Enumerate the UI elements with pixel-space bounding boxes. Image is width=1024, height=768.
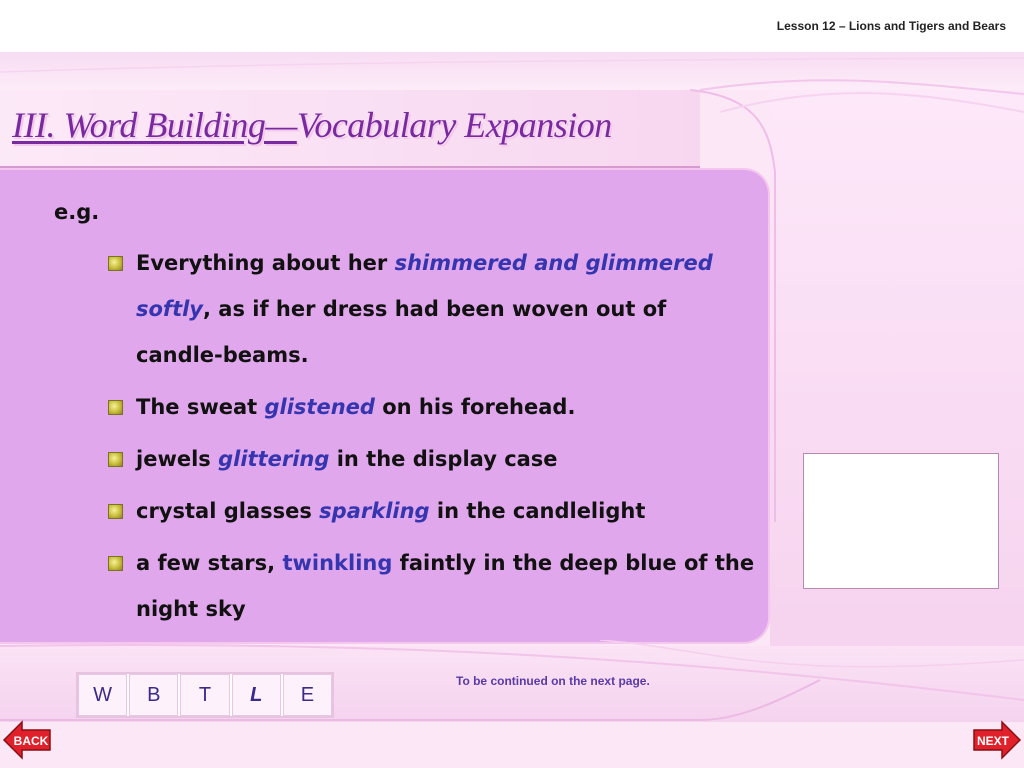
back-label: BACK: [13, 734, 49, 748]
nav-w-button[interactable]: W: [78, 674, 129, 716]
bullet-text: faintly in the deep blue of the night sky: [136, 551, 755, 621]
bullet-text: Everything about her: [136, 251, 395, 275]
continued-note: To be continued on the next page.: [456, 674, 650, 688]
nav-bar: [76, 672, 334, 718]
back-arrow-icon: [2, 718, 52, 762]
next-label: NEXT: [976, 734, 1010, 748]
bullet-emphasis: sparkling: [319, 499, 430, 523]
nav-l-button[interactable]: L: [232, 674, 283, 716]
nav-e-button[interactable]: E: [283, 674, 332, 716]
title-part1: III. Word Building—: [12, 105, 297, 145]
list-item: [106, 436, 756, 482]
bullet-emphasis: glittering: [218, 447, 330, 471]
bullet-icon: [108, 452, 123, 467]
back-button[interactable]: [2, 718, 52, 762]
bullet-emphasis: twinkling: [282, 551, 393, 575]
bullet-text: crystal glasses: [136, 499, 320, 523]
bullet-text: in the display case: [329, 447, 558, 471]
lesson-title: Lesson 12 – Lions and Tigers and Bears: [776, 19, 1006, 33]
header-bar: [0, 0, 1024, 52]
bullet-emphasis: shimmered and glimmered softly: [136, 251, 713, 321]
bullet-icon: [108, 256, 123, 271]
bullet-text: on his forehead.: [374, 395, 576, 419]
bullet-icon: [108, 556, 123, 571]
nav-b-button[interactable]: B: [129, 674, 180, 716]
bullet-text: , as if her dress had been woven out of candle-beams.: [136, 297, 667, 367]
bullet-icon: [108, 504, 123, 519]
nav-t-button[interactable]: T: [180, 674, 231, 716]
list-item: [106, 384, 756, 430]
image-placeholder: [803, 453, 999, 589]
list-item: [106, 240, 756, 378]
bullet-text: jewels: [136, 447, 219, 471]
title-part2: Vocabulary Expansion: [296, 105, 612, 145]
list-item: [106, 540, 756, 632]
page-title: [12, 104, 612, 146]
bullet-text: a few stars,: [136, 551, 283, 575]
next-arrow-icon: [972, 718, 1022, 762]
decor-band: [0, 52, 1024, 90]
eg-label: e.g.: [54, 200, 100, 224]
next-button[interactable]: [972, 718, 1022, 762]
bullet-icon: [108, 400, 123, 415]
bullet-text: in the candlelight: [429, 499, 646, 523]
bullet-list: [106, 240, 756, 638]
bullet-emphasis: glistened: [264, 395, 375, 419]
bullet-text: The sweat: [136, 395, 265, 419]
list-item: [106, 488, 756, 534]
